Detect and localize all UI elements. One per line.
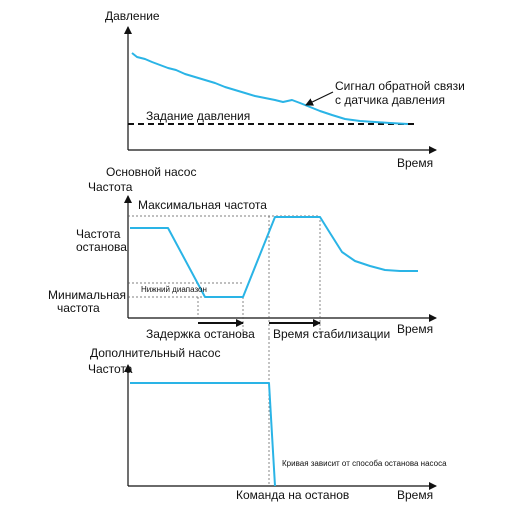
aux-pump-title: Дополнительный насос — [90, 346, 221, 360]
main-pump-x-axis-label: Время — [397, 322, 434, 336]
min-freq-label-line1: Минимальная — [48, 288, 127, 302]
aux-curve-note: Кривая зависит от способа останова насоса — [282, 459, 447, 468]
lower-range-label: Нижний диапазон — [141, 285, 207, 294]
stop-command-label: Команда на останов — [236, 488, 350, 502]
min-freq-label-line2: частота — [57, 301, 100, 315]
pressure-y-axis-label: Давление — [105, 9, 160, 23]
stop-freq-label-line2: останова — [76, 240, 127, 254]
main-pump-title: Основной насос — [106, 165, 197, 179]
max-freq-label: Максимальная частота — [138, 198, 267, 212]
aux-pump-frequency-curve — [130, 383, 275, 486]
feedback-label-line1: Сигнал обратной связи — [335, 79, 465, 93]
feedback-pointer-arrow — [306, 92, 333, 105]
stabilization-label: Время стабилизации — [273, 327, 391, 341]
aux-pump-y-axis-label: Частота — [88, 362, 133, 376]
main-pump-y-axis-label: Частота — [88, 180, 133, 194]
pressure-panel — [105, 9, 465, 170]
main-pump-panel — [48, 165, 436, 341]
feedback-label-line2: с датчика давления — [335, 93, 445, 107]
aux-pump-x-axis-label: Время — [397, 488, 434, 502]
stop-delay-label: Задержка останова — [146, 327, 255, 341]
stop-freq-label-line1: Частота — [76, 227, 121, 241]
pressure-setpoint-label: Задание давления — [146, 109, 251, 123]
aux-pump-panel — [88, 338, 447, 502]
pressure-x-axis-label: Время — [397, 156, 434, 170]
